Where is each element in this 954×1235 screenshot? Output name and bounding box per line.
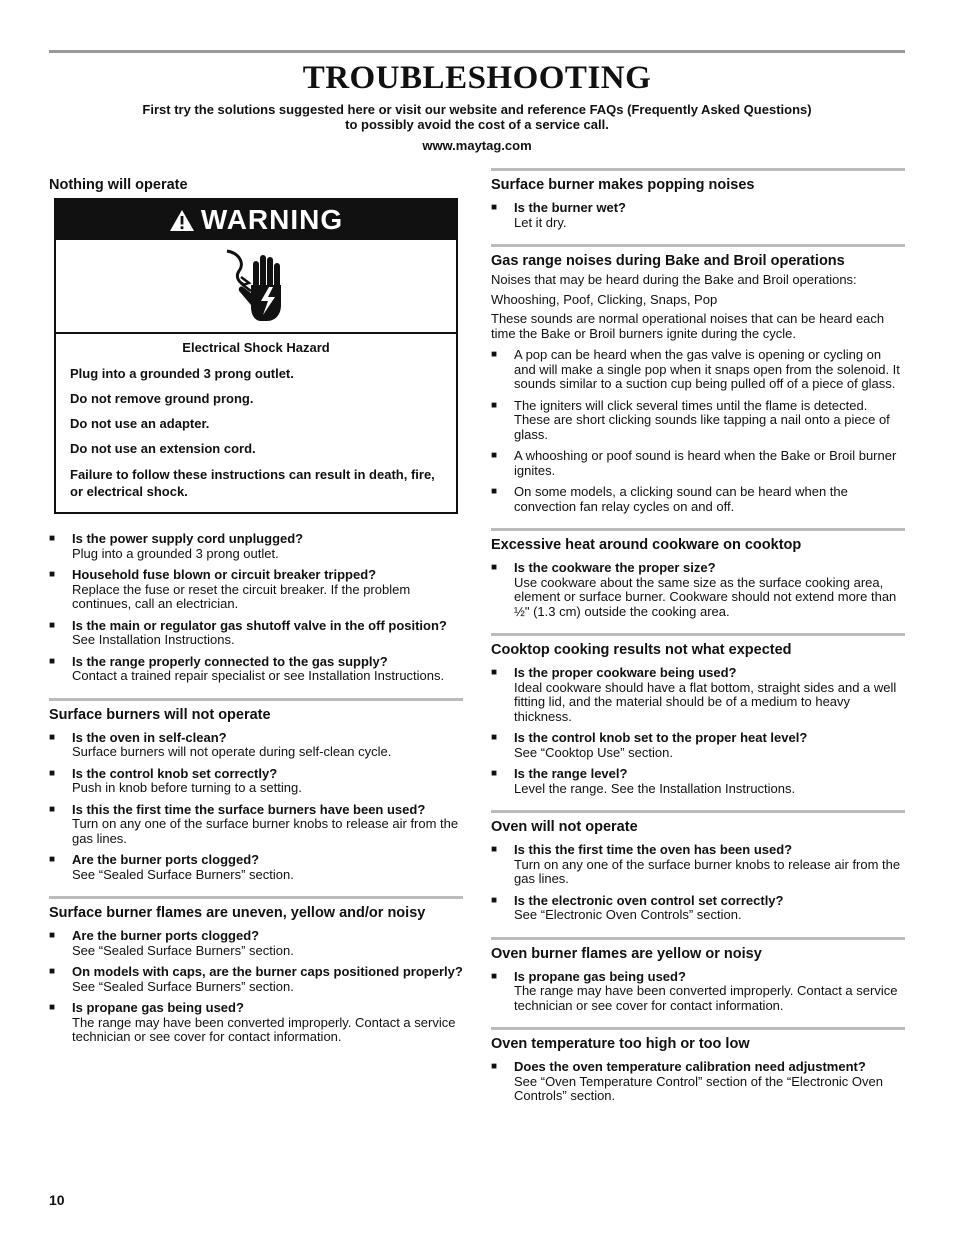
list-item	[49, 803, 463, 847]
electrical-shock-hand-icon	[223, 247, 289, 325]
paragraph: Noises that may be heard during the Bake and Broil operations:	[491, 272, 857, 287]
section-surface-burners-will-not-operate	[49, 698, 463, 883]
page-title: TROUBLESHOOTING	[302, 60, 652, 96]
paragraph: These sounds are normal operational noises that can be heard each time the Bake or Broil burners ignite during the cycle.	[491, 311, 885, 341]
bullet-icon: ■	[49, 1002, 56, 1013]
section-nothing-will-operate	[49, 168, 463, 684]
section-title: Surface burner flames are uneven, yellow and/or noisy	[49, 905, 426, 921]
section-title: Excessive heat around cookware on cooktop	[491, 537, 802, 553]
warning-text	[56, 334, 456, 512]
bullet-icon: ■	[491, 732, 498, 743]
section-flames-uneven	[49, 896, 463, 1045]
paragraph: Whooshing, Poof, Clicking, Snaps, Pop	[491, 291, 718, 307]
section-title: Oven temperature too high or too low	[491, 1036, 750, 1052]
answer: Plug into a grounded 3 prong outlet.	[72, 545, 279, 561]
list-item	[491, 894, 905, 923]
bullet-icon: ■	[491, 844, 498, 855]
list-item	[49, 731, 463, 760]
list-item	[49, 532, 463, 561]
section-title: Nothing will operate	[49, 177, 188, 193]
question: On models with caps, are the burner caps positioned properly?	[72, 964, 463, 979]
question: Is the main or regulator gas shutoff valve in the off position?	[72, 617, 447, 633]
bullet-icon: ■	[49, 930, 56, 941]
warning-header	[56, 200, 456, 240]
question: Is propane gas being used?	[72, 1000, 244, 1015]
list-item	[491, 1060, 905, 1104]
section-title: Oven will not operate	[491, 819, 638, 835]
bullet-icon: ■	[49, 533, 56, 544]
question: Is the range level?	[514, 766, 628, 781]
warning-word: WARNING	[200, 204, 344, 235]
bullet-icon: ■	[491, 1061, 498, 1072]
question: Is the control knob set to the proper heat level?	[514, 730, 808, 745]
list-item	[49, 965, 463, 994]
section-title: Cooktop cooking results not what expected	[491, 642, 792, 658]
bullet-icon: ■	[491, 486, 498, 497]
answer: Ideal cookware should have a flat bottom, straight sides and a well fitting lid, and the material should be of a medium to heavy thickness.	[514, 679, 897, 724]
list-item	[491, 666, 905, 724]
section-popping-noises	[491, 168, 905, 230]
website-link[interactable]: www.maytag.com	[422, 138, 532, 153]
list-item	[491, 767, 905, 796]
warning-box	[54, 198, 458, 514]
question: Is the burner wet?	[514, 200, 626, 215]
question: Does the oven temperature calibration need adjustment?	[514, 1059, 866, 1074]
answer: See “Electronic Oven Controls” section.	[514, 907, 742, 922]
list-item	[491, 843, 905, 887]
warning-icon-area	[56, 240, 456, 334]
question: Is propane gas being used?	[514, 968, 686, 984]
bullet-icon: ■	[49, 803, 56, 815]
bullet-icon: ■	[49, 966, 56, 977]
list-item	[491, 348, 905, 392]
answer: Surface burners will not operate during self-clean cycle.	[72, 744, 392, 759]
section-excessive-heat	[491, 528, 905, 619]
section-title: Oven burner flames are yellow or noisy	[491, 945, 762, 962]
question: Is the power supply cord unplugged?	[72, 531, 304, 546]
bullet-icon: ■	[491, 202, 498, 213]
list-item	[49, 1001, 463, 1045]
question: Is the electronic oven control set correctly?	[514, 892, 784, 908]
answer: Level the range. See the Installation Instructions.	[514, 780, 796, 796]
question: Is this the first time the surface burners have been used?	[72, 801, 426, 817]
question: Household fuse blown or circuit breaker tripped?	[72, 567, 377, 582]
warning-line: Plug into a grounded 3 prong outlet.	[70, 366, 294, 381]
warning-line: Do not use an extension cord.	[70, 441, 256, 456]
list-item	[491, 485, 905, 514]
list-item	[49, 568, 463, 612]
warning-line: Failure to follow these instructions can result in death, fire, or electrical shock.	[70, 467, 435, 499]
section-cooktop-results	[491, 633, 905, 796]
answer: Use cookware about the same size as the surface cooking area, element or surface burner. Cookware should not extend more than ½" (1.3 cm) outside the cooking area.	[514, 574, 897, 619]
bullet-icon: ■	[491, 562, 498, 573]
answer: A whooshing or poof sound is heard when the Bake or Broil burner ignites.	[514, 448, 897, 478]
answer: Push in knob before turning to a setting.	[72, 780, 302, 795]
list-item	[49, 929, 463, 958]
bullet-icon: ■	[491, 667, 498, 678]
answer: See “Cooktop Use” section.	[514, 744, 673, 760]
warning-hazard: Electrical Shock Hazard	[182, 340, 330, 355]
section-title: Gas range noises during Bake and Broil operations	[491, 253, 845, 269]
list-item	[491, 970, 905, 1014]
answer: Replace the fuse or reset the circuit breaker. If the problem continues, call an electrician.	[72, 581, 411, 611]
section-oven-flames	[491, 937, 905, 1014]
warning-line: Do not remove ground prong.	[70, 391, 254, 406]
answer: Let it dry.	[514, 214, 567, 230]
question: Is the range properly connected to the gas supply?	[72, 653, 388, 669]
right-column	[491, 168, 905, 1118]
list-item	[49, 655, 463, 684]
answer: The range may have been converted improperly. Contact a service technician or see cover for contact information.	[514, 983, 898, 1013]
bullet-icon: ■	[491, 768, 498, 779]
section-oven-temperature	[491, 1027, 905, 1104]
answer: A pop can be heard when the gas valve is opening or cycling on and will make a single pop when it snaps open from the solenoid. It sounds similar to a suction cup being pulled off of a piece of glass.	[514, 347, 900, 391]
answer: On some models, a clicking sound can be heard when the convection fan relay cycles on and off.	[514, 484, 848, 514]
question: Is the cookware the proper size?	[514, 560, 716, 575]
bullet-icon: ■	[491, 349, 498, 360]
bullet-icon: ■	[49, 767, 56, 779]
list-item	[491, 731, 905, 760]
warning-triangle-icon	[169, 209, 195, 232]
question: Is the control knob set correctly?	[72, 765, 278, 781]
answer: See “Oven Temperature Control” section of the “Electronic Oven Controls” section.	[514, 1073, 883, 1103]
answer: Turn on any one of the surface burner knobs to release air from the gas lines.	[72, 816, 459, 846]
bullet-icon: ■	[49, 619, 56, 631]
list-item	[491, 399, 905, 443]
list-item	[491, 201, 905, 230]
intro-text	[0, 102, 954, 132]
intro-line-1: First try the solutions suggested here or visit our website and reference FAQs (Frequently Asked Questions)	[142, 102, 812, 117]
list-item	[491, 449, 905, 478]
question: Is the oven in self-clean?	[72, 729, 227, 745]
page-number: 10	[49, 1192, 65, 1208]
question: Are the burner ports clogged?	[72, 852, 260, 867]
top-rule	[49, 50, 905, 53]
list-item	[49, 767, 463, 796]
bullet-icon: ■	[491, 450, 498, 461]
list-item	[49, 853, 463, 882]
list-item	[491, 561, 905, 619]
intro-line-2: to possibly avoid the cost of a service call.	[345, 117, 609, 132]
answer: The igniters will click several times until the flame is detected. These are short clicking sounds like tapping a nail onto a piece of glass.	[514, 397, 890, 442]
answer: Contact a trained repair specialist or see Installation Instructions.	[72, 668, 445, 683]
left-column	[49, 168, 463, 1059]
answer: Turn on any one of the surface burner knobs to release air from the gas lines.	[514, 856, 901, 886]
bullet-icon: ■	[49, 854, 56, 865]
answer: See “Sealed Surface Burners” section.	[72, 866, 294, 882]
section-bake-broil-noises	[491, 244, 905, 514]
bullet-icon: ■	[49, 569, 56, 580]
section-title: Surface burner makes popping noises	[491, 177, 755, 193]
section-title: Surface burners will not operate	[49, 706, 271, 723]
bullet-icon: ■	[491, 970, 498, 982]
question: Are the burner ports clogged?	[72, 928, 260, 943]
question: Is the proper cookware being used?	[514, 665, 737, 680]
answer: The range may have been converted improperly. Contact a service technician or see cover for contact information.	[72, 1014, 456, 1044]
warning-line: Do not use an adapter.	[70, 416, 210, 431]
answer: See “Sealed Surface Burners” section.	[72, 978, 294, 994]
bullet-icon: ■	[49, 731, 56, 743]
bullet-icon: ■	[49, 655, 56, 667]
bullet-icon: ■	[491, 894, 498, 906]
section-oven-will-not-operate	[491, 810, 905, 923]
bullet-icon: ■	[491, 399, 498, 411]
list-item	[49, 619, 463, 648]
answer: See “Sealed Surface Burners” section.	[72, 942, 294, 958]
question: Is this the first time the oven has been used?	[514, 842, 793, 857]
answer: See Installation Instructions.	[72, 632, 235, 647]
